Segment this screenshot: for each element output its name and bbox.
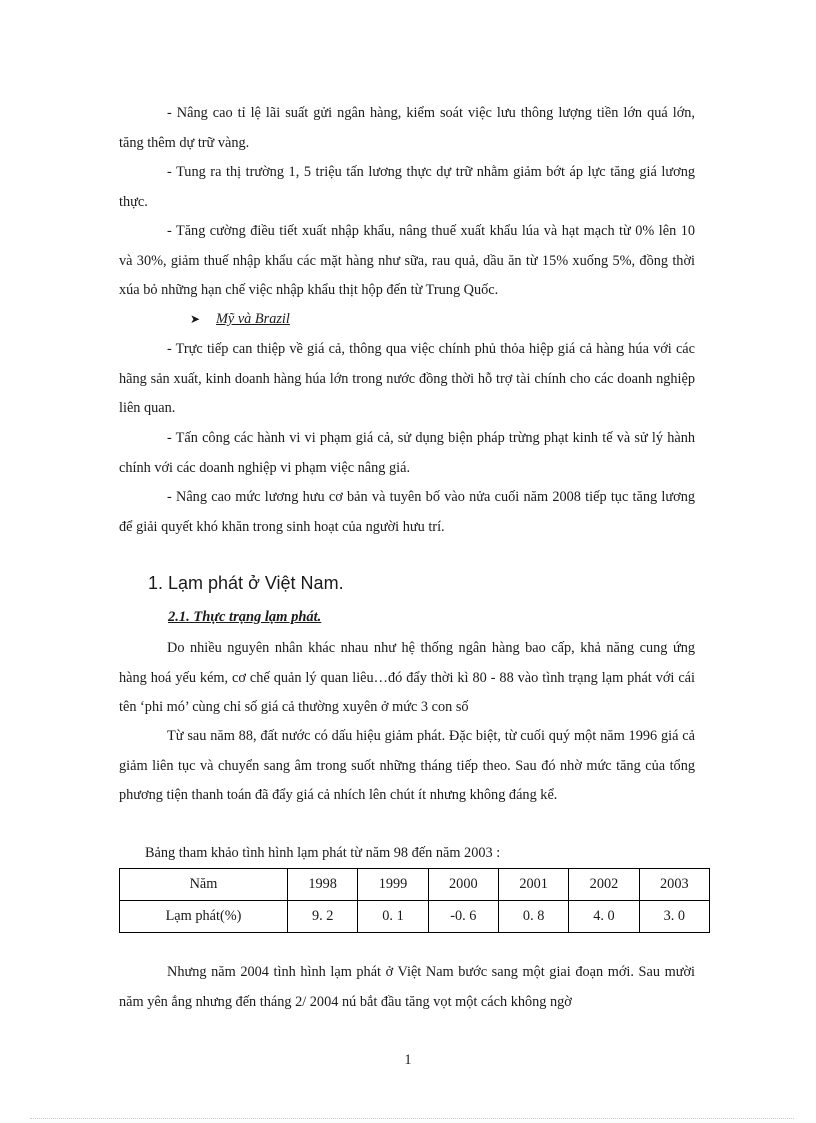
arrow-bullet-icon: ➤ <box>190 312 201 326</box>
paragraph-food-reserve: - Tung ra thị trường 1, 5 triệu tấn lương thực dự trữ nhằm giảm bớt áp lực tăng giá lương thực. <box>119 164 695 210</box>
paragraph-trade-regulation: - Tăng cường điều tiết xuất nhập khẩu, nâng thuế xuất khẩu lúa và hạt mạch từ 0% lên 10 và 30%, giảm thuế nhập khẩu các mặt hàng như sữa, rau quả, dầu ăn từ 15% xuống 5%, đồng thời xúa bỏ những hạn chế việc nhập khẩu thịt hộp đến từ Trung Quốc. <box>119 223 695 299</box>
table-cell: 2002 <box>569 869 639 901</box>
paragraph-deflation: Từ sau năm 88, đất nước có dấu hiệu giảm phát. Đặc biệt, từ cuối quý một năm 1996 giá cả giảm liên tục và chuyển sang âm trong suốt những tháng tiếp theo. Sau đó nhờ mức tăng của tổng phương tiện thanh toán đã đẩy giá cả nhích lên chút ít nhưng không đáng kể. <box>119 728 695 804</box>
paragraph-price-intervention: - Trực tiếp can thiệp về giá cả, thông qua việc chính phủ thỏa hiệp giá cả hàng húa với các hãng sản xuất, kinh doanh hàng húa lớn trong nước đồng thời hỗ trợ tài chính cho các doanh nghiệp liên quan. <box>119 341 695 417</box>
page-divider <box>30 1118 794 1119</box>
paragraph-2004: Nhưng năm 2004 tình hình lạm phát ở Việt Nam bước sang một giai đoạn mới. Sau mười năm yên ắng nhưng đến tháng 2/ 2004 nú bắt đầu tăng vọt một cách không ngờ <box>119 964 695 1010</box>
table-cell: 0. 8 <box>498 901 568 933</box>
table-cell: -0. 6 <box>428 901 498 933</box>
table-cell: 3. 0 <box>639 901 709 933</box>
section-heading: 1. Lạm phát ở Việt Nam. <box>148 573 344 593</box>
bullet-usa-brazil <box>190 305 290 334</box>
table-cell: 1999 <box>358 869 428 901</box>
table-cell: 9. 2 <box>288 901 358 933</box>
table-cell: 4. 0 <box>569 901 639 933</box>
table-cell: 2003 <box>639 869 709 901</box>
page-number: 1 <box>404 1052 412 1068</box>
table-cell: 1998 <box>288 869 358 901</box>
paragraph-history: Do nhiều nguyên nhân khác nhau như hệ thống ngân hàng bao cấp, khả năng cung ứng hàng hoá yếu kém, cơ chế quản lý quan liêu…đó đẩy thời kì 80 - 88 vào tình trạng lạm phát với cái tên ‘phi mó’ cùng chỉ số giá cả thường xuyên ở mức 3 con số <box>119 640 695 716</box>
subsection-heading: 2.1. Thực trạng lạm phát. <box>168 609 322 625</box>
table-caption: Bảng tham khảo tình hình lạm phát từ năm 98 đến năm 2003 : <box>145 845 501 861</box>
paragraph-price-violations: - Tấn công các hành vi vi phạm giá cả, sử dụng biện pháp trừng phạt kinh tế và sử lý hành chính với các doanh nghiệp vi phạm việc nâng giá. <box>119 430 695 476</box>
table-cell: Lạm phát(%) <box>120 901 288 933</box>
table-row <box>120 901 710 933</box>
table-cell: 2000 <box>428 869 498 901</box>
paragraph-pension: - Nâng cao mức lương hưu cơ bản và tuyên bố vào nửa cuối năm 2008 tiếp tục tăng lương để giải quyết khó khăn trong sinh hoạt của người hưu trí. <box>119 489 695 535</box>
inflation-table <box>119 868 710 933</box>
paragraph-interest-rate: - Nâng cao tỉ lệ lãi suất gửi ngân hàng, kiểm soát việc lưu thông lượng tiền lớn quá lớn, tăng thêm dự trữ vàng. <box>119 105 695 151</box>
table-cell: Năm <box>120 869 288 901</box>
table-header-row <box>120 869 710 901</box>
bullet-label: Mỹ và Brazil <box>216 311 290 327</box>
table-cell: 0. 1 <box>358 901 428 933</box>
table-cell: 2001 <box>498 869 568 901</box>
